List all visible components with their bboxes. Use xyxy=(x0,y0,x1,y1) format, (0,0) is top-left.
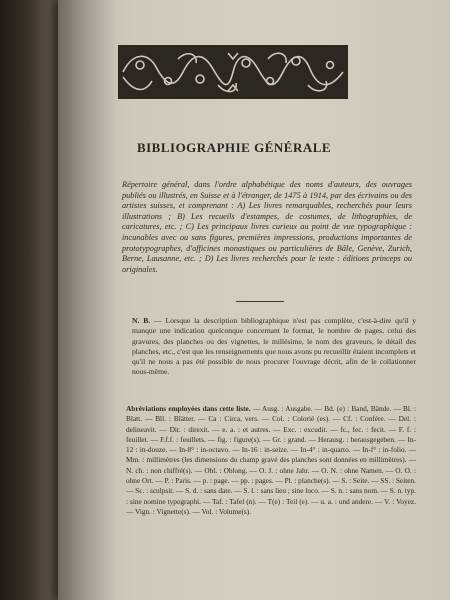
headpiece-ornament xyxy=(118,45,348,99)
nota-bene-text: — Lorsque la description bibliographique n'est pas complète, c'est-à-dire qu'il y manque une indication quelconque concernant le format, le nombre de pages, celui des gravures, des planches ou des vignettes, le millésime, le nom des graveurs, le détail des planches, etc., c'est que les renseignements que nous avons pu recueillir étaient incomplets et qu'il ne nous a pas été possible de nous procurer l'ouvrage décrit, afin de le collationner nous-même. xyxy=(132,316,417,377)
abbreviations-paragraph xyxy=(126,404,416,517)
nota-bene-paragraph xyxy=(132,316,416,378)
intro-paragraph: Répertoire général, dans l'ordre alphabétique des noms d'auteurs, des ouvrages publiés ou illustrés, en Suisse et à l'étranger, de 1475 à 1914, par des écrivains ou des artistes suisses, et comprenant : A) Les livres remarquables, recherchés pour leurs illustrations ; B) Les recueils d'estampes, de costumes, de lithographies, de caricatures, etc. ; C) Les principaux livres curieux au point de vue typographique : incunables avec ou sans figures, premières impressions, productions importantes de prototypographes, d'officines monastiques ou particulières de Bâle, Genève, Zurich, Berne, Lausanne, etc. ; D) Les livres recherchés pour le texte : éditions princeps ou originales. xyxy=(122,180,412,274)
abbreviations-heading: Abréviations employées dans cette liste. xyxy=(126,404,251,413)
divider-rule xyxy=(236,301,284,302)
scroll-ornament-icon xyxy=(118,47,348,97)
page-title: BIBLIOGRAPHIE GÉNÉRALE xyxy=(136,140,332,155)
abbreviations-text: — Ausg. : Ausgabe. — Bd. (e) : Band, Bände. — Bl. : Blatt. — Bll. : Blätter. — Ca : Circa, vers. — Col. : Colorié (es). — Cf. : Confére. — Del. : delineavit. — Dir. : direxit. — e. a. : et autres. — Exc. : excudit. — fc., fec. : fecit. — F. f. : feuillet. — F.f.f. : feuillets. — fig. : figure(s). — Gr. : grand. — Herausg. : herausgegeben. — In-12 : in-douze. — In-8° : in-octavo. — In-16 : in-seize. — In-4° : in-quarto. — In-f° : in-folio. — Mm. : millimètres (les dimensions du champ gravé des planches sont données en millimètres). — N. ch. : non chiffré(s). — Obl. : Oblong. — O. J. : ohne Jahr. — O. N. : ohne Namen. — O. O. : ohne Ort. — P. : Paris. — p. : page. — pp. : pages. — Pl. : planche(s). — S. : Seite. — SS. : Seiten. — Sc. : sculpsit. — S. d. : sans date. — S. l. : sans lieu ; sine loco. — S. n. : sans nom. — S. n. typ. : sine nomine typographi. — Taf. : Tafel (n). — T(e) : Teil (e). — u. a. : und andere. — V. : Voyez. — Vign. : Vignette(s). — Vol. : Volume(s). xyxy=(126,404,417,516)
nota-bene-label: N. B. xyxy=(132,316,151,325)
